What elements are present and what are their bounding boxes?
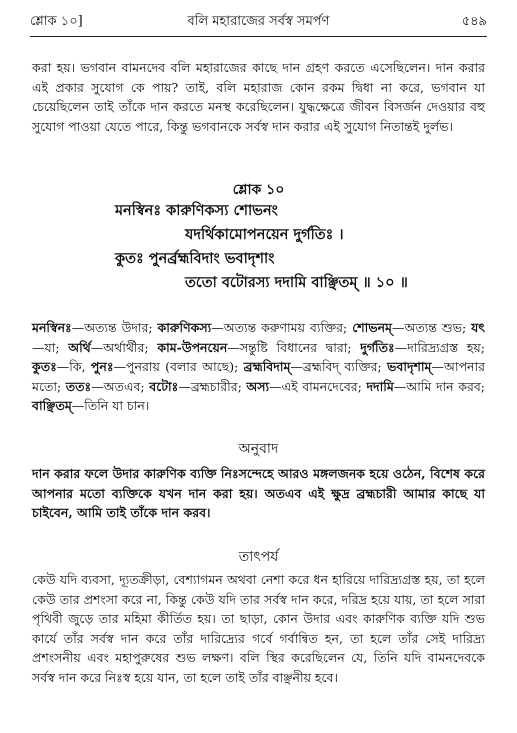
synonym-word: বাঞ্ছিতম্: [32, 398, 72, 413]
synonyms-block: [32, 318, 485, 416]
synonym-entry: কাম-উপনয়েন—সন্তুষ্টি বিধানের দ্বারা;: [157, 339, 352, 355]
synonym-entry: বাঞ্ছিতম্—তিনি যা চান।: [32, 398, 150, 413]
purport-heading: তাৎপর্য: [238, 549, 279, 565]
intro-paragraph: করা হয়। ভগবান বামনদেব বলি মহারাজের কাছে দান গ্রহণ করতে এসেছিলেন। দান করার এই প্রকার সুযোগ কে পায়? তাই, বলি মহারাজ কোন রকম দ্বিধা না করে, ভগবান যা চেয়েছিলেন তাই তাঁকে দান করতে মনস্থ করেছিলেন। যুদ্ধক্ষেত্রে জীবন বিসর্জন দেওয়ার বহু সুযোগ পাওয়া যেতে পারে, কিন্তু ভগবানকে সর্বস্ব দান করার এই সুযোগ নিতান্তই দুর্লভ।: [32, 60, 485, 134]
synonym-meaning: পুনরায় (বলার আছে);: [126, 359, 239, 374]
purport-paragraph: কেউ যদি ব্যবসা, দ্যূতক্রীড়া, বেশ্যাগমন অথবা নেশা করে ধন হারিয়ে দারিদ্র্যগ্রস্ত হয়, তা হলে কেউ তার প্রশংসা করে না, কিন্তু কেউ যদি তার সর্বস্ব দান করে, দরিদ্র হয়ে যায়, তা হলে সারা পৃথিবী জুড়ে তার মহিমা কীর্তিত হয়। তা ছাড়া, কোন উদার এবং কারুণিক ব্যক্তি যদি শুভ কার্যে তাঁর সর্বস্ব দান করে তাঁর দারিদ্র্যের গর্বে গর্বান্বিত হন, তা হলে তাঁর সেই দারিদ্র্য প্রশংসনীয় এবং মহাপুরুষের শুভ লক্ষণ। বলি স্থির করেছিলেন যে, তিনি যদি বামনদেবকে সর্বস্ব দান করে নিঃস্ব হয়ে যান, তা হলে তাই তাঁর বাঞ্ছনীয় হবে।: [32, 572, 485, 685]
synonym-word: দুর্গতিঃ: [360, 339, 395, 355]
verse-line-2: যদর্থিকামোপনয়েন দুর্গতিঃ ।: [185, 226, 344, 243]
translation-paragraph: দান করার ফলে উদার কারুণিক ব্যক্তি নিঃসন্দেহে আরও মঙ্গলজনক হয়ে ওঠেন, বিশেষ করে আপনার মতো ব্যক্তিকে যখন দান করা হয়। অতএব এই ক্ষুদ্র ব্রহ্মচারী আমার কাছে যা চাইবেন, আমি তাই তাঁকে দান করব।: [32, 466, 485, 520]
synonym-word: ততঃ: [65, 378, 92, 394]
synonym-meaning: ব্রহ্মচারীর;: [190, 378, 242, 394]
synonym-entry: দুর্গতিঃ—দারিদ্র্যগ্রস্ত হয়;: [360, 339, 485, 355]
synonym-entry: যৎ—যা;: [32, 320, 485, 355]
synonym-word: বটোঃ: [149, 378, 179, 394]
synonym-word: ব্রহ্মবিদাম্: [243, 359, 291, 374]
synonym-word: কারুণিকস্য: [157, 320, 212, 335]
translation-heading: অনুবাদ: [238, 441, 279, 457]
synonym-meaning: ব্রহ্মবিদ্ ব্যক্তির;: [302, 359, 382, 374]
verse-line-4: ততো বটোরস্য দদামি বাঞ্ছিতম্ ॥ ১০ ॥: [185, 274, 408, 291]
synonym-meaning: অত্যন্ত করুণাময় ব্যক্তির;: [223, 320, 348, 335]
synonym-word: অর্থি: [68, 339, 91, 355]
running-header: [30, 10, 487, 34]
synonym-entry: পুনঃ—পুনরায় (বলার আছে);: [90, 359, 239, 374]
header-chapter-title: বলি মহারাজের সর্বস্ব সমর্পণ: [187, 14, 330, 29]
synonym-meaning: তিনি যা চান।: [84, 398, 150, 413]
verse-line-1: মনস্বিনঃ কারুণিকস্য শোভনং: [115, 202, 278, 219]
synonym-entry: শোভনম্—অত্যন্ত শুভ;: [352, 320, 467, 335]
synonym-meaning: যা;: [44, 339, 60, 355]
synonym-meaning: অত্যন্ত শুভ;: [404, 320, 467, 335]
synonym-word: দদামি: [366, 378, 394, 394]
synonym-word: কাম-উপনয়েন: [157, 339, 228, 355]
synonym-meaning: আমি দান করব;: [406, 378, 485, 394]
synonym-word: কুতঃ: [32, 359, 57, 374]
synonym-meaning: অতএব;: [103, 378, 145, 394]
synonym-entry: বটোঃ—ব্রহ্মচারীর;: [149, 378, 242, 394]
synonym-entry: মনস্বিনঃ—অত্যন্ত উদার;: [32, 320, 153, 335]
synonym-word: অস্য: [246, 378, 270, 394]
synonym-entry: ব্রহ্মবিদাম্—ব্রহ্মবিদ্ ব্যক্তির;: [243, 359, 382, 374]
synonym-entry: অর্থি—অর্থার্থীর;: [68, 339, 149, 355]
synonym-word: পুনঃ: [90, 359, 114, 374]
synonym-word: মনস্বিনঃ: [32, 320, 72, 335]
synonym-word: ভবাদৃশাম্: [387, 359, 432, 374]
synonym-meaning: অত্যন্ত উদার;: [84, 320, 153, 335]
synonym-entry: কারুণিকস্য—অত্যন্ত করুণাময় ব্যক্তির;: [157, 320, 348, 335]
sloka-heading: শ্লোক ১০: [232, 182, 285, 198]
synonym-entry: ততঃ—অতএব;: [65, 378, 145, 394]
synonym-meaning: দারিদ্র্যগ্রস্ত হয়;: [407, 339, 485, 355]
synonym-entry: ভবাদৃশাম্—আপনার মতো;: [32, 359, 486, 394]
synonym-meaning: কি,: [69, 359, 86, 374]
synonym-meaning: এই বামনদেবের;: [281, 378, 362, 394]
synonym-entry: দদামি—আমি দান করব;: [366, 378, 485, 394]
page-number: ৫৪৯: [461, 14, 487, 29]
synonym-meaning: সন্তুষ্টি বিধানের দ্বারা;: [239, 339, 352, 355]
synonym-word: যৎ: [471, 320, 485, 335]
synonym-meaning: আপনার মতো;: [32, 359, 486, 394]
synonym-entry: অস্য—এই বামনদেবের;: [246, 378, 362, 394]
synonym-word: শোভনম্: [352, 320, 392, 335]
verse-line-3: কুতঃ পুনর্ব্রহ্মবিদাং ভবাদৃশাং: [115, 250, 275, 267]
header-verse-ref: শ্লোক ১০]: [30, 14, 83, 29]
synonym-entry: কুতঃ—কি,: [32, 359, 86, 374]
header-rule: [30, 36, 487, 37]
synonym-meaning: অর্থার্থীর;: [103, 339, 149, 355]
